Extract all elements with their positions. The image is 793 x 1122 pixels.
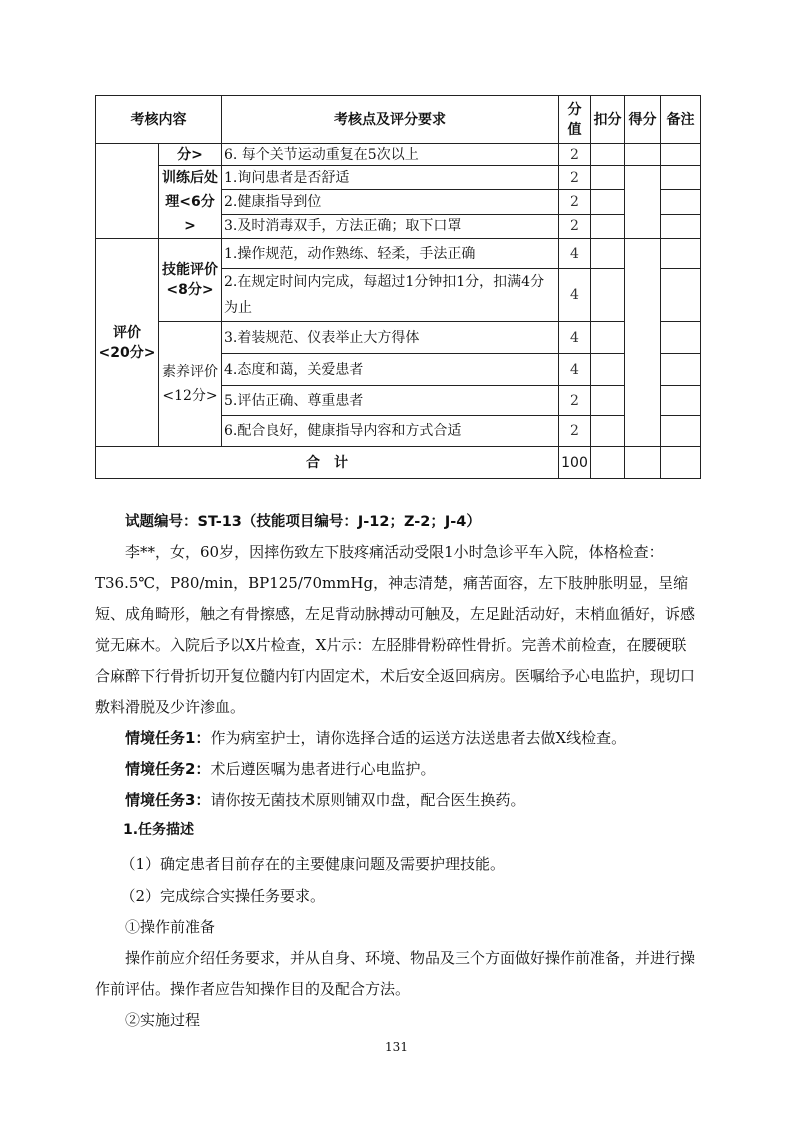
task-text: 请你按无菌技术原则铺双巾盘，配合医生换药。	[210, 791, 526, 809]
section-heading: 1.任务描述	[123, 822, 195, 838]
item: （2）完成综合实操任务要求。	[120, 887, 326, 905]
scoring-table	[95, 95, 701, 479]
requirement: 4.态度和蔼，关爱患者	[222, 354, 559, 386]
task-label: 情境任务3：	[125, 791, 211, 809]
total-score: 100	[559, 447, 591, 479]
header-content: 考核内容	[96, 96, 222, 144]
notes-cell[interactable]	[661, 322, 701, 354]
sub-category: 素养评价<12分>	[159, 322, 222, 447]
earned-cell[interactable]	[625, 166, 661, 239]
deduct-cell[interactable]	[591, 166, 625, 190]
deduct-cell[interactable]	[591, 214, 625, 238]
score: 4	[559, 269, 591, 322]
content-cell	[96, 144, 159, 239]
deduct-cell[interactable]	[591, 239, 625, 269]
total-label: 合 计	[96, 447, 559, 479]
notes-cell[interactable]	[661, 144, 701, 166]
notes-cell[interactable]	[661, 214, 701, 238]
item: ①操作前准备	[125, 918, 216, 936]
case-description	[95, 537, 700, 816]
notes-cell[interactable]	[661, 416, 701, 447]
score: 2	[559, 416, 591, 447]
deduct-cell[interactable]	[591, 447, 625, 479]
notes-cell[interactable]	[661, 354, 701, 386]
score: 2	[559, 190, 591, 214]
notes-cell[interactable]	[661, 190, 701, 214]
notes-cell[interactable]	[661, 447, 701, 479]
sub-category: 分>	[159, 144, 222, 166]
earned-cell[interactable]	[625, 239, 661, 447]
task-label: 情境任务1：	[125, 729, 211, 747]
requirement: 6. 每个关节运动重复在5次以上	[222, 144, 559, 166]
item: （1）确定患者目前存在的主要健康问题及需要护理技能。	[120, 855, 506, 873]
requirement: 3.及时消毒双手，方法正确；取下口罩	[222, 214, 559, 238]
task-1	[95, 723, 700, 754]
deduct-cell[interactable]	[591, 354, 625, 386]
table-row	[96, 239, 701, 269]
task-text: 作为病室护士，请你选择合适的运送方法送患者去做X线检查。	[210, 729, 627, 747]
score: 4	[559, 239, 591, 269]
requirement: 3.着装规范、仪表举止大方得体	[222, 322, 559, 354]
question-title: 试题编号：ST-13（技能项目编号：J-12；Z-2；J-4）	[125, 514, 481, 530]
total-row	[96, 447, 701, 479]
task-label: 情境任务2：	[125, 760, 211, 778]
header-notes: 备注	[661, 96, 701, 144]
deduct-cell[interactable]	[591, 322, 625, 354]
requirement: 2.在规定时间内完成，每超过1分钟扣1分，扣满4分为止	[222, 269, 559, 322]
deduct-cell[interactable]	[591, 269, 625, 322]
deduct-cell[interactable]	[591, 386, 625, 416]
score: 2	[559, 386, 591, 416]
notes-cell[interactable]	[661, 386, 701, 416]
table-row	[96, 322, 701, 354]
deduct-cell[interactable]	[591, 190, 625, 214]
deduct-cell[interactable]	[591, 144, 625, 166]
requirement: 5.评估正确、尊重患者	[222, 386, 559, 416]
score: 4	[559, 354, 591, 386]
header-earned: 得分	[625, 96, 661, 144]
header-score: 分值	[559, 96, 591, 144]
table-row	[96, 166, 701, 190]
requirement: 2.健康指导到位	[222, 190, 559, 214]
case-text: 李**，女，60岁，因摔伤致左下肢疼痛活动受限1小时急诊平车入院，体格检查：T36.5℃，P80/min，BP125/70mmHg，神志清楚，痛苦面容，左下肢肿胀明显，呈缩短、成角畸形，触之有骨擦感，左足背动脉搏动可触及，左足趾活动好，末梢血循好，诉感觉无麻木。入院后予以X片检查，X片示：左胫腓骨粉碎性骨折。完善术前检查，在腰硬联合麻醉下行骨折切开复位髓内钉内固定术，术后安全返回病房。医嘱给予心电监护，现切口敷料滑脱及少许渗血。	[95, 543, 696, 716]
sub-category: 技能评价<8分>	[159, 239, 222, 322]
requirement: 6.配合良好，健康指导内容和方式合适	[222, 416, 559, 447]
notes-cell[interactable]	[661, 269, 701, 322]
task-3	[95, 785, 700, 816]
table-header	[96, 96, 701, 144]
item: 操作前应介绍任务要求，并从自身、环境、物品及三个方面做好操作前准备，并进行操作前评估。操作者应告知操作目的及配合方法。	[95, 949, 696, 998]
earned-cell[interactable]	[625, 144, 661, 166]
score: 2	[559, 214, 591, 238]
header-requirements: 考核点及评分要求	[222, 96, 559, 144]
requirement: 1.操作规范，动作熟练、轻柔，手法正确	[222, 239, 559, 269]
score: 4	[559, 322, 591, 354]
page-number: 131	[385, 1040, 408, 1054]
notes-cell[interactable]	[661, 239, 701, 269]
sub-category: 训练后处理<6分>	[159, 166, 222, 239]
task-section	[95, 813, 700, 1036]
notes-cell[interactable]	[661, 166, 701, 190]
score: 2	[559, 144, 591, 166]
score: 2	[559, 166, 591, 190]
task-text: 术后遵医嘱为患者进行心电监护。	[210, 760, 436, 778]
table-row	[96, 144, 701, 166]
task-2	[95, 754, 700, 785]
earned-cell[interactable]	[625, 447, 661, 479]
category-evaluation: 评价<20分>	[96, 239, 159, 447]
item: ②实施过程	[125, 1011, 201, 1029]
header-deduct: 扣分	[591, 96, 625, 144]
deduct-cell[interactable]	[591, 416, 625, 447]
requirement: 1.询问患者是否舒适	[222, 166, 559, 190]
